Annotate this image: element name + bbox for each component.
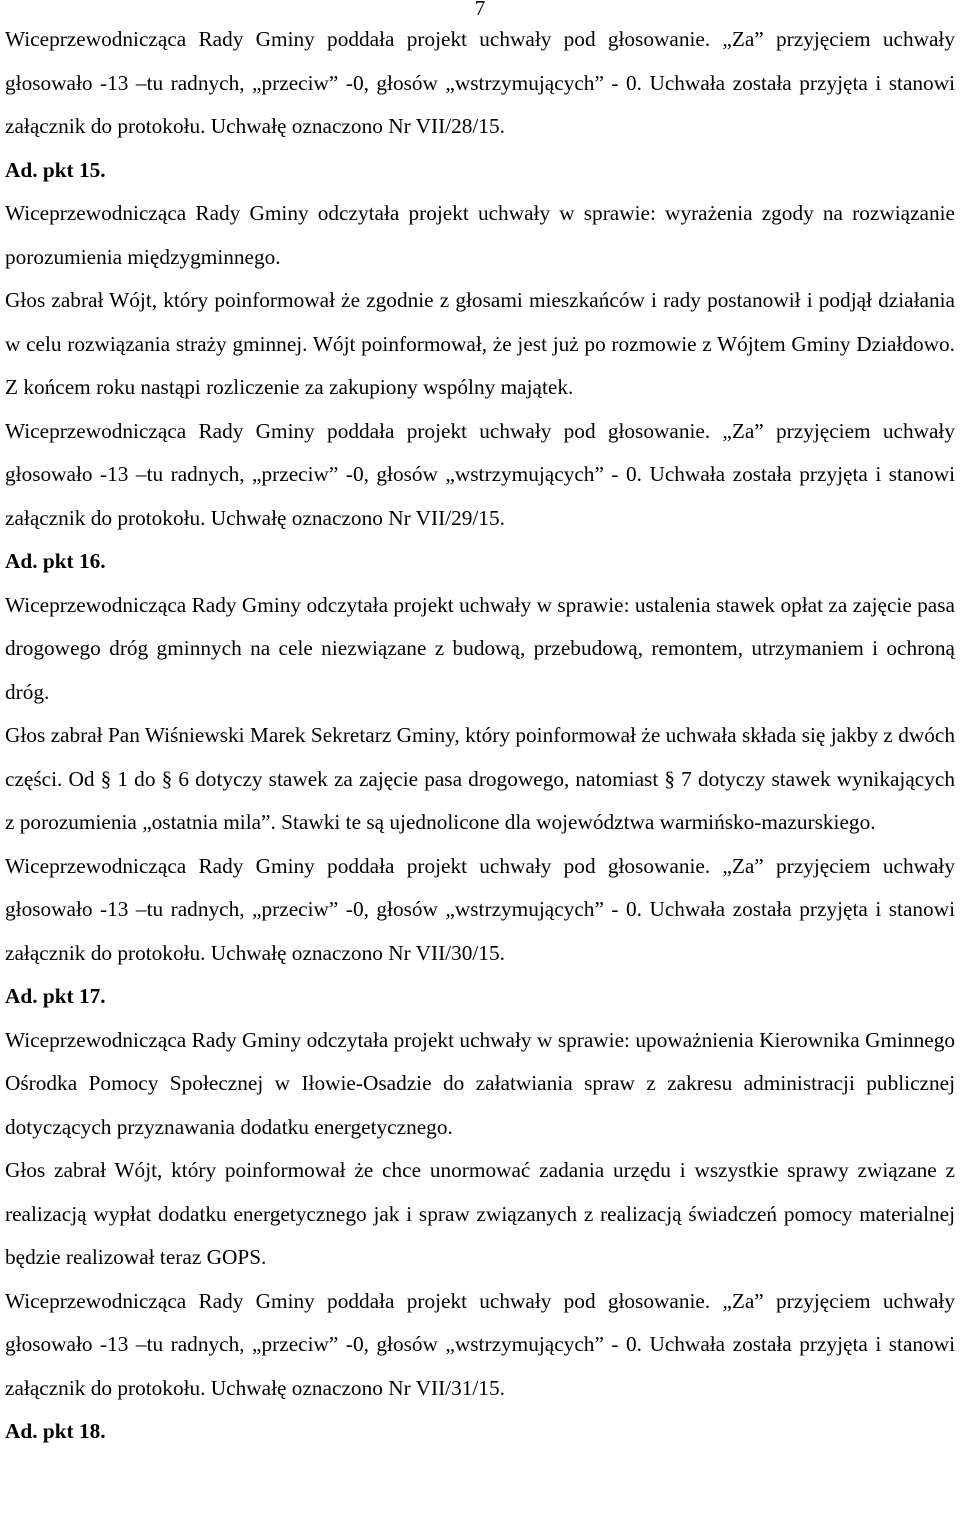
agenda-item-heading: Ad. pkt 16. — [5, 549, 106, 573]
agenda-item-heading: Ad. pkt 15. — [5, 157, 106, 182]
resolution-reading-paragraph: Wiceprzewodnicząca Rady Gminy odczytała projekt uchwały w sprawie: wyrażenia zgody na rozwiązanie porozumienia międzygminnego. — [5, 201, 955, 269]
page-number: 7 — [474, 0, 486, 20]
discussion-paragraph: Głos zabrał Wójt, który poinformował że zgodnie z głosami mieszkańców i rady postanowił i podjął działania w celu rozwiązania straży gminnej. Wójt poinformował, że jest już po rozmowie z Wójtem Gminy Działdowo. Z końcem roku nastąpi rozliczenie za zakupiony wspólny majątek. — [5, 288, 955, 399]
voting-paragraph: Wiceprzewodnicząca Rady Gminy poddała projekt uchwały pod głosowanie. „Za” przyjęciem uchwały głosowało -13 –tu radnych, „przeciw” -0, głosów „wstrzymujących” - 0. Uchwała została przyjęta i stanowi załącznik do protokołu. Uchwałę oznaczono Nr VII/30/15. — [5, 853, 955, 965]
agenda-item-heading: Ad. pkt 17. — [5, 984, 106, 1008]
discussion-paragraph: Głos zabrał Pan Wiśniewski Marek Sekretarz Gminy, który poinformował że uchwała składa się jakby z dwóch części. Od § 1 do § 6 dotyczy stawek za zajęcie pasa drogowego, natomiast § 7 dotyczy stawek wynikających z porozumienia „ostatnia mila”. Stawki te są ujednolicone dla województwa warmińsko-mazurskiego. — [5, 723, 955, 834]
discussion-paragraph: Głos zabrał Wójt, który poinformował że chce unormować zadania urzędu i wszystkie sprawy związane z realizacją wypłat dodatku energetycznego jak i spraw związanych z realizacją świadczeń pomocy materialnej będzie realizował teraz GOPS. — [5, 1158, 955, 1269]
agenda-item-heading: Ad. pkt 18. — [5, 1419, 106, 1443]
resolution-reading-paragraph: Wiceprzewodnicząca Rady Gminy odczytała projekt uchwały w sprawie: ustalenia stawek opłat za zajęcie pasa drogowego dróg gminnych na cele niezwiązane z budową, przebudową, remontem, utrzymaniem i ochroną dróg. — [5, 592, 955, 704]
resolution-reading-paragraph: Wiceprzewodnicząca Rady Gminy odczytała projekt uchwały w sprawie: upoważnienia Kierownika Gminnego Ośrodka Pomocy Społecznej w Iłowie-Osadzie do załatwiania spraw z zakresu administracji publicznej dotyczących przyznawania dodatku energetycznego. — [5, 1027, 955, 1139]
voting-paragraph: Wiceprzewodnicząca Rady Gminy poddała projekt uchwały pod głosowanie. „Za” przyjęciem uchwały głosowało -13 –tu radnych, „przeciw” -0, głosów „wstrzymujących” - 0. Uchwała została przyjęta i stanowi załącznik do protokołu. Uchwałę oznaczono Nr VII/29/15. — [5, 418, 955, 530]
document-body — [5, 18, 955, 1454]
voting-paragraph: Wiceprzewodnicząca Rady Gminy poddała projekt uchwały pod głosowanie. „Za” przyjęciem uchwały głosowało -13 –tu radnych, „przeciw” -0, głosów „wstrzymujących” - 0. Uchwała została przyjęta i stanowi załącznik do protokołu. Uchwałę oznaczono Nr VII/28/15. — [5, 27, 955, 138]
voting-paragraph: Wiceprzewodnicząca Rady Gminy poddała projekt uchwały pod głosowanie. „Za” przyjęciem uchwały głosowało -13 –tu radnych, „przeciw” -0, głosów „wstrzymujących” - 0. Uchwała została przyjęta i stanowi załącznik do protokołu. Uchwałę oznaczono Nr VII/31/15. — [5, 1288, 955, 1400]
